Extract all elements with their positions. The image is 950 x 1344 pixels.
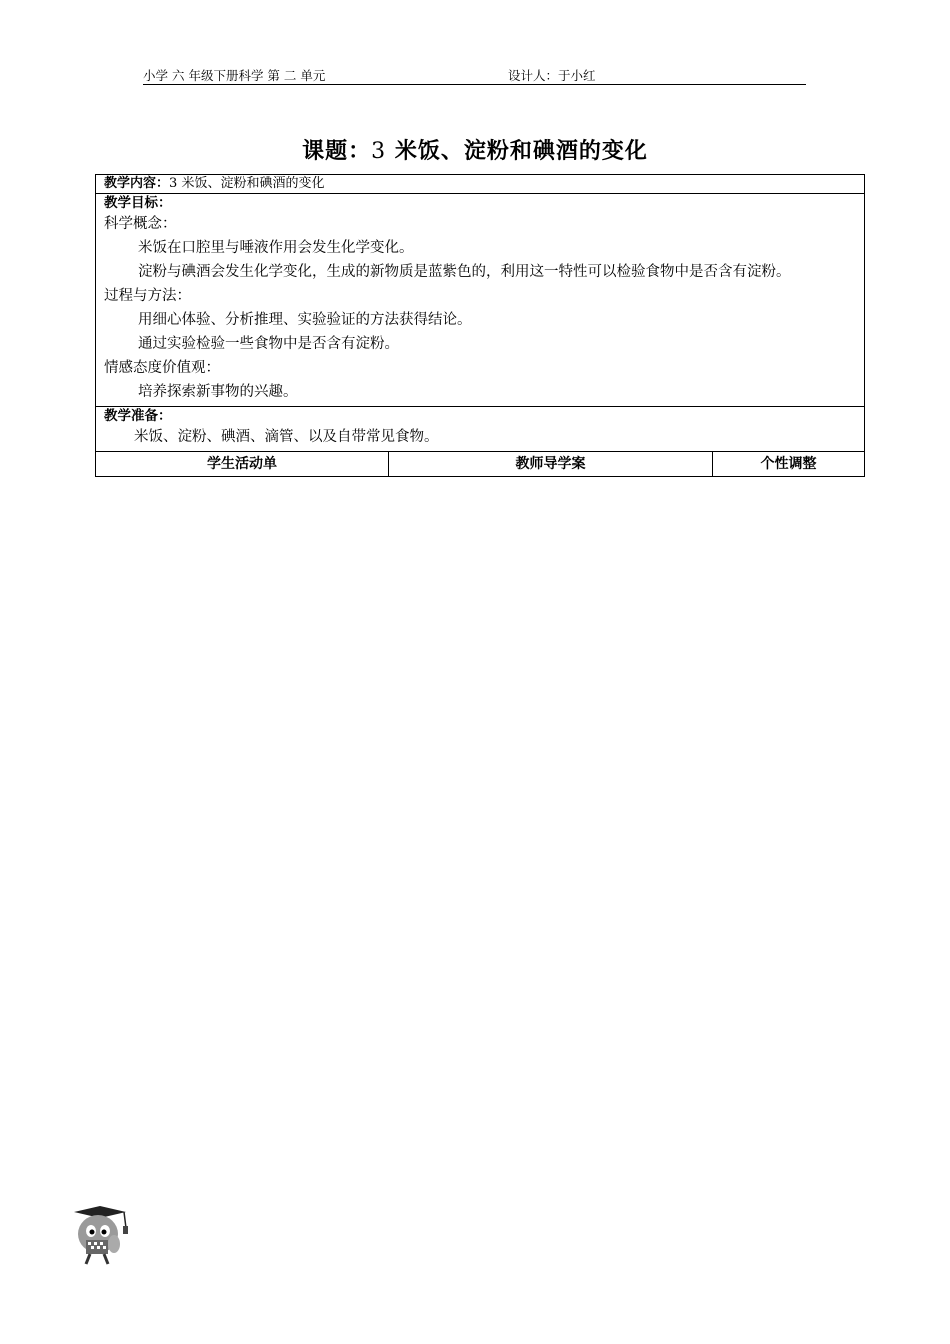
page-header	[143, 66, 806, 85]
goals-section	[96, 194, 864, 407]
title-text: 米饭、淀粉和碘酒的变化	[394, 138, 648, 164]
goal-item: 用细心体验、分析推理、实验验证的方法获得结论。	[138, 312, 472, 328]
goals-heading: 教学目标：	[104, 195, 172, 211]
column-student-activity: 学生活动单	[96, 452, 389, 476]
goal-subheading: 过程与方法：	[104, 288, 191, 304]
graduate-mascot-icon	[70, 1204, 134, 1268]
goal-item: 通过实验检验一些食物中是否含有淀粉。	[138, 336, 399, 352]
goal-subheading: 科学概念：	[104, 216, 177, 232]
title-label: 课题：	[302, 138, 372, 164]
column-teacher-guide: 教师导学案	[389, 452, 713, 476]
content-row	[96, 175, 864, 194]
preparation-section	[96, 407, 864, 452]
content-number: 3	[169, 176, 178, 191]
header-course-info: 小学 六 年级下册科学 第 二 单元	[143, 68, 326, 83]
goal-subheading: 情感态度价值观：	[104, 360, 220, 376]
goal-item: 淀粉与碘酒会发生化学变化，生成的新物质是蓝紫色的，利用这一特性可以检验食物中是否含有淀粉。	[138, 264, 791, 280]
header-designer: 设计人：于小红	[508, 68, 596, 83]
content-label: 教学内容：	[104, 176, 170, 191]
preparation-text: 米饭、淀粉、碘酒、滴管、以及自带常见食物。	[134, 429, 439, 445]
goals-list	[104, 212, 856, 404]
title-number: 3	[371, 139, 387, 164]
content-text: 米饭、淀粉和碘酒的变化	[181, 176, 325, 191]
lesson-table	[95, 174, 865, 477]
page-title	[0, 134, 950, 165]
column-personal-adjust: 个性调整	[760, 456, 817, 472]
goal-item: 米饭在口腔里与唾液作用会发生化学变化。	[138, 240, 414, 256]
preparation-heading: 教学准备：	[104, 408, 172, 424]
column-header-row	[96, 452, 864, 476]
goal-item: 培养探索新事物的兴趣。	[138, 384, 298, 400]
